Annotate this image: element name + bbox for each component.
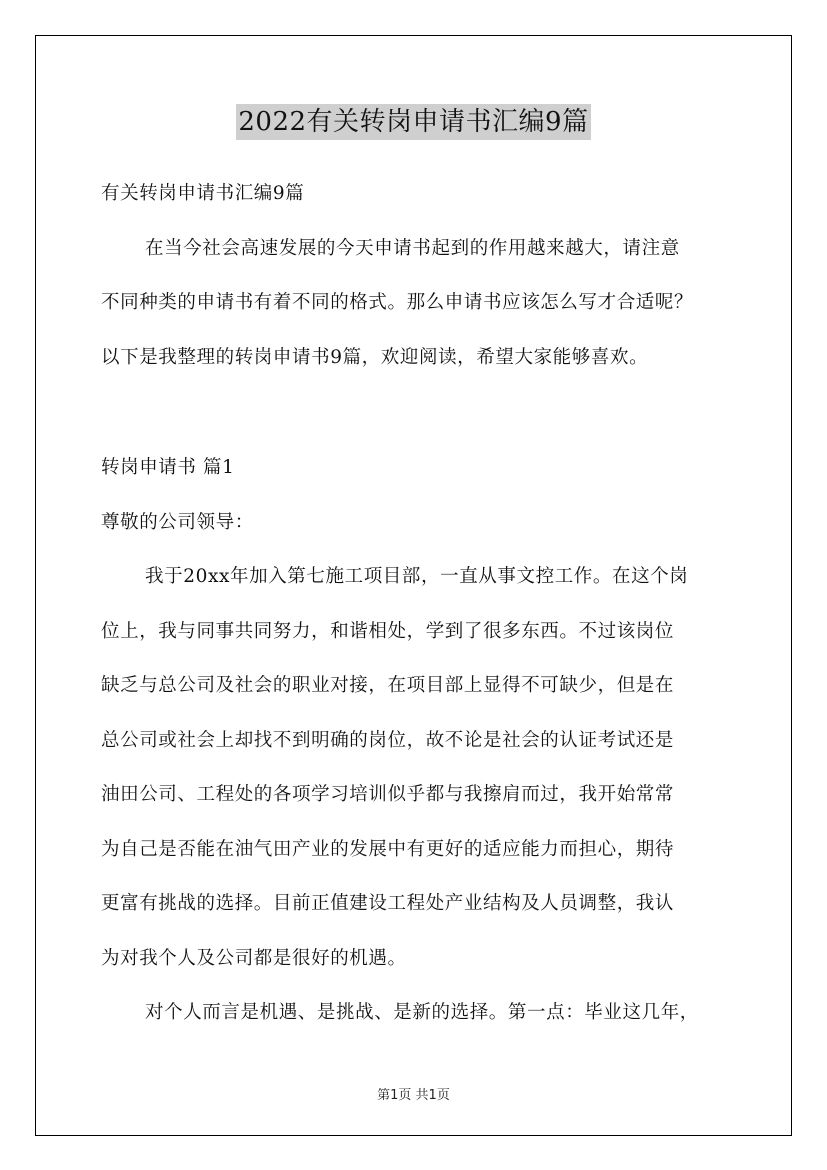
section-heading: 转岗申请书 篇1 [101, 457, 235, 478]
title-container [0, 104, 827, 140]
paragraph1-line: 总公司或社会上却找不到明确的岗位，故不论是社会的认证考试还是 [101, 729, 675, 751]
document-title: 2022有关转岗申请书汇编9篇 [236, 104, 590, 140]
intro-line: 不同种类的申请书有着不同的格式。那么申请书应该怎么写才合适呢？ [101, 292, 694, 313]
document-body [101, 177, 731, 1051]
intro-line: 在当今社会高速发展的今天申请书起到的作用越来越大，请注意 [145, 237, 680, 259]
salutation: 尊敬的公司领导： [101, 511, 254, 533]
paragraph1-line: 位上，我与同事共同努力，和谐相处，学到了很多东西。不过该岗位 [101, 620, 675, 642]
page-number: 第1页 共1页 [377, 1088, 450, 1103]
paragraph1-line: 为自己是否能在油气田产业的发展中有更好的适应能力而担心，期待 [101, 838, 675, 860]
paragraph2-line: 对个人而言是机遇、是挑战、是新的选择。第一点：毕业这几年， [145, 1002, 699, 1023]
paragraph1-line: 更富有挑战的选择。目前正值建设工程处产业结构及人员调整，我认 [101, 893, 675, 914]
intro-line: 以下是我整理的转岗申请书9篇，欢迎阅读，希望大家能够喜欢。 [101, 346, 649, 368]
paragraph1-line: 我于20xx年加入第七施工项目部，一直从事文控工作。在这个岗 [145, 566, 689, 587]
paragraph1-line: 为对我个人及公司都是很好的机遇。 [101, 947, 407, 969]
paragraph1-line: 油田公司、工程处的各项学习培训似乎都与我擦肩而过，我开始常常 [101, 784, 675, 805]
paragraph1-line: 缺乏与总公司及社会的职业对接，在项目部上显得不可缺少，但是在 [101, 675, 675, 696]
document-subtitle: 有关转岗申请书汇编9篇 [101, 183, 305, 204]
section-spacer [101, 395, 731, 451]
